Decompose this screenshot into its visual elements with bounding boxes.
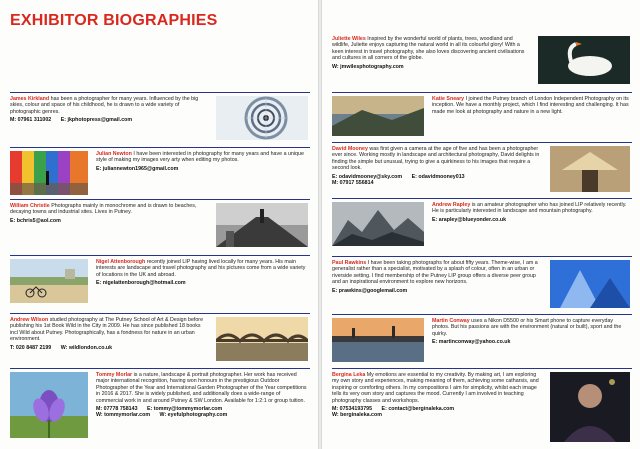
contact-email[interactable]: E: bchris5@aol.com xyxy=(10,217,61,224)
page-title: EXHIBITOR BIOGRAPHIES xyxy=(10,12,218,29)
exhibitor-name: Paul Rawkins xyxy=(332,260,367,266)
contact-line xyxy=(10,218,206,224)
exhibitor-name: Tommy Morlar xyxy=(96,372,133,378)
photo-coastal-landscape xyxy=(332,96,424,136)
exhibitor-name: Bergina Leka xyxy=(332,372,366,378)
contact-website[interactable]: W: wildlondon.co.uk xyxy=(60,344,113,351)
bio-james-kirkland xyxy=(10,92,310,140)
entry-divider xyxy=(332,142,632,143)
contact-email[interactable]: E: tommy@tommymorlar.com xyxy=(147,406,223,413)
contact-email[interactable]: E: odavidmooney@sky.com xyxy=(332,173,403,180)
contact-email[interactable]: E: jkphotopress@gmail.com xyxy=(60,117,133,124)
exhibitor-bio: is a nature, landscape & portrait photographer. Her work has received major international recognition, having won honours in the prestigious Outdoor Photographer of the Year and International Garden Photographer of the Year competitions in 2016 & 2017. She is widely published, and additionally does a wide-range of commercial work in and around Putney & SW London. Available for 1:2:1 or group tuition. xyxy=(96,372,307,404)
photo-colourful-stripes xyxy=(10,151,88,195)
contact-email[interactable]: E: nigelattenborough@hotmail.com xyxy=(96,280,186,287)
contact-mobile: M: 07961 311002 xyxy=(10,117,52,124)
bio-katie-sneary xyxy=(332,92,632,138)
contact-email[interactable]: E: arapley@blueyonder.co.uk xyxy=(432,216,507,223)
bio-martin-conway xyxy=(332,314,632,364)
contact-line xyxy=(96,280,308,286)
contact-line xyxy=(96,412,308,418)
photo-putney-bridge xyxy=(216,317,308,361)
contact-line xyxy=(332,412,542,418)
photo-purple-crocus xyxy=(10,372,88,438)
contact-line xyxy=(10,345,206,351)
contact-line xyxy=(332,288,542,294)
bio-william-christie xyxy=(10,199,310,249)
photo-river-sunset xyxy=(332,318,424,362)
exhibitor-bio: was first given a camera at the age of five and has been a photographer ever since. Working mostly in landscape and architectural photography, David delights in finding the simple but unusual, trying to give a quirkiness to his images that require a second look. xyxy=(332,146,540,172)
contact-website[interactable]: W: tommymorlar.com xyxy=(96,412,151,419)
exhibitor-name: Andrew Rapley xyxy=(432,202,471,208)
entry-divider xyxy=(332,314,632,315)
photo-conical-hat xyxy=(550,146,630,192)
exhibitor-name: William Christie xyxy=(10,203,50,209)
entry-divider xyxy=(10,199,310,200)
contact-phone: T: 020 8487 2199 xyxy=(10,344,52,351)
contact-mobile: M: 07534193795 xyxy=(332,406,373,413)
contact-mobile: M: 07917 556814 xyxy=(332,180,374,187)
exhibitor-name: Katie Sneary xyxy=(432,96,465,102)
exhibitor-bio: is an amateur photographer who has joined LIP relatively recently. He is particularly interested in landscape and mountain photography. xyxy=(432,202,627,215)
exhibitor-bio: has been a photographer for many years. Influenced by the big skies, colour and space of his childhood, he is drawn to a wide variety of photographic genres. xyxy=(10,96,199,115)
contact-mobile: M: 07778 758143 xyxy=(96,406,138,413)
bio-bergina-leka xyxy=(332,368,632,446)
photo-monochrome-industrial xyxy=(216,203,308,247)
bio-juliette-wiles xyxy=(332,36,632,88)
right-page xyxy=(322,0,640,449)
bio-paul-rawkins xyxy=(332,256,632,308)
photo-riverside-park xyxy=(10,259,88,303)
bio-nigel-attenborough xyxy=(10,255,310,307)
exhibitor-name: Juliette Wiles xyxy=(332,36,366,42)
exhibitor-name: Julian Newton xyxy=(96,151,132,157)
bio-andrew-wilson xyxy=(10,313,310,363)
exhibitor-bio: recently joined LIP having lived locally for many years. His main interests are landscape and travel photography and his pictures come from a wide variety of locations in the UK and abroad. xyxy=(96,259,306,278)
bio-tommy-morlar xyxy=(10,368,310,446)
photo-dark-portrait xyxy=(550,372,630,442)
contact-email[interactable]: E: odavidmooney013 xyxy=(411,173,465,180)
contact-line xyxy=(96,166,308,172)
exhibitor-bio: uses a Nikon D5500 or his Smart phone to capture everyday photos. But his passions are with the environment (natural or built), sport and the quirky. xyxy=(432,318,622,337)
entry-divider xyxy=(332,198,632,199)
contact-line xyxy=(332,180,542,186)
exhibitor-name: Martin Conway xyxy=(432,318,470,324)
contact-line xyxy=(432,217,630,223)
entry-divider xyxy=(332,256,632,257)
exhibitor-bio: My emotions are essential to my creativity. By making art, I am exploring my own story and experiences, making meaning of them, achieving some catharsis, and inspiring or comforting others. In my compositions I aim for simplicity, whilst each image tells its very own story and captures the mood. Currently I am involved in teaching photography classes and workshops. xyxy=(332,372,539,404)
entry-divider xyxy=(332,368,632,369)
entry-divider xyxy=(10,313,310,314)
photo-spiral-staircase xyxy=(216,96,308,140)
exhibitor-name: David Mooney xyxy=(332,146,368,152)
contact-email[interactable]: E: juliannewton1965@gmail.com xyxy=(96,165,179,172)
exhibitor-bio: I have been taking photographs for about fifty years. Theme-wise, I am a generalist rather than a specialist, motivated by a splash of colour, often in an urban or riverside setting. I find membership of the Putney LIP group offers a diverse peer group and an inspirational environment to explore new horizons. xyxy=(332,260,538,286)
photo-mountains xyxy=(332,202,424,246)
entry-divider xyxy=(10,255,310,256)
contact-website[interactable]: W: jmwilesphotography.com xyxy=(332,63,404,70)
contact-email[interactable]: E: prawkins@googlemail.com xyxy=(332,287,408,294)
contact-website[interactable]: W: berginaleka.com xyxy=(332,412,382,419)
contact-website[interactable]: W: eyefulphotography.com xyxy=(159,412,228,419)
entry-divider xyxy=(332,92,632,93)
photo-blue-building xyxy=(550,260,630,308)
contact-line xyxy=(10,117,206,123)
exhibitor-name: James Kirkland xyxy=(10,96,50,102)
bio-david-mooney xyxy=(332,142,632,194)
exhibitor-name: Andrew Wilson xyxy=(10,317,49,323)
entry-divider xyxy=(10,147,310,148)
bio-andrew-rapley xyxy=(332,198,632,250)
bio-julian-newton xyxy=(10,147,310,195)
exhibitor-bio: Photographs mainly in monochrome and is drawn to beaches, decaying towns and industrial sites. Lives in Putney. xyxy=(10,203,197,216)
exhibitor-bio: I joined the Putney branch of London Independent Photography on its inception. We have a monthly project, which I find interesting and challenging. It has made me look at photography and nature in a new light. xyxy=(432,96,629,115)
exhibitor-bio: I have been interested in photography for many years and have a unique style of making my images very arty when editing my photos. xyxy=(96,151,304,164)
entry-divider xyxy=(10,368,310,369)
contact-email[interactable]: E: contact@berginaleka.com xyxy=(381,406,455,413)
contact-line xyxy=(432,339,630,345)
left-page xyxy=(0,0,318,449)
entry-divider xyxy=(10,92,310,93)
contact-line xyxy=(332,64,528,70)
photo-swan xyxy=(538,36,630,84)
exhibitor-bio: Inspired by the wonderful world of plants, trees, woodland and wildlife, Juliette enjoys capturing the natural world in all its colourful glory! With a keen interest in travel photography, she also loves discovering ancient civilisations and cultures in all corners of the globe. xyxy=(332,36,525,62)
contact-email[interactable]: E: martinconway@yahoo.co.uk xyxy=(432,339,511,346)
exhibitor-bio: studied photography at The Putney School of Art & Design before publishing his 1st Book Wild in the City in 2009. He has since published 18 books incl Wild about Putney. Photographically, has a fondness for nature in an urban environment. xyxy=(10,317,204,343)
exhibitor-name: Nigel Attenborough xyxy=(96,259,146,265)
